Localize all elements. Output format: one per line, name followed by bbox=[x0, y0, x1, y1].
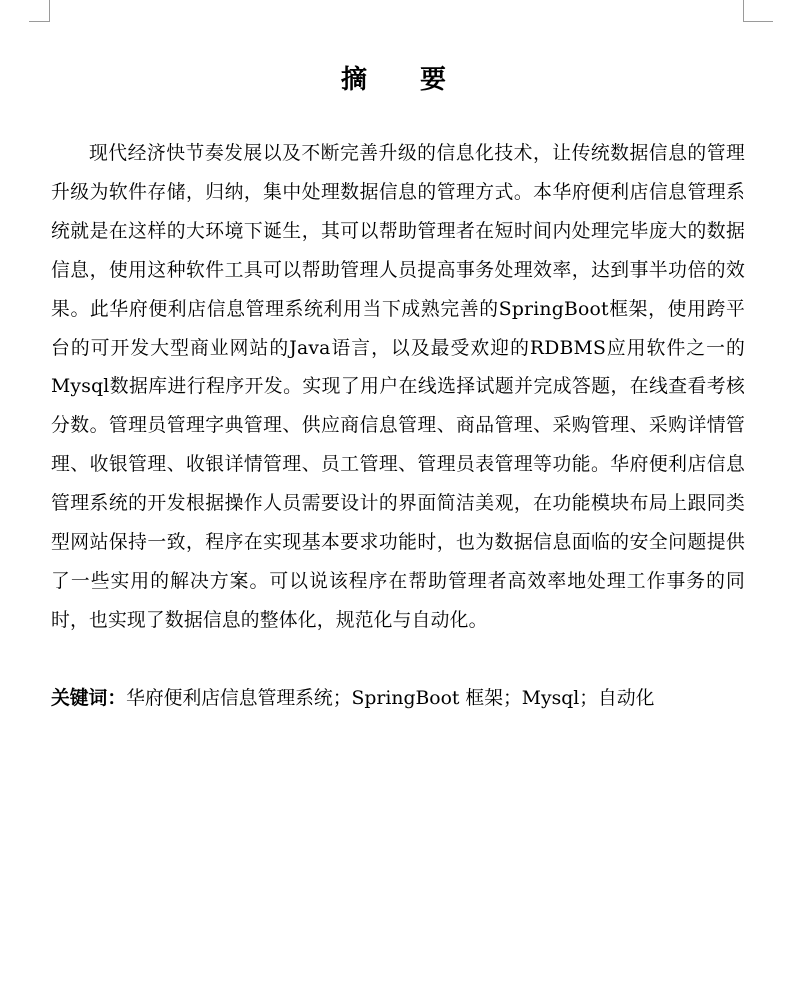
keywords-line bbox=[51, 680, 745, 717]
keywords-value: 华府便利店信息管理系统；SpringBoot 框架；Mysql；自动化 bbox=[126, 688, 655, 709]
page-title: 摘 要 bbox=[340, 65, 469, 95]
corner-mark-top-left-vertical bbox=[49, 0, 50, 21]
corner-mark-top-right-vertical bbox=[743, 0, 744, 21]
abstract-paragraph: 现代经济快节奏发展以及不断完善升级的信息化技术，让传统数据信息的管理升级为软件存储，归纳，集中处理数据信息的管理方式。本华府便利店信息管理系统就是在这样的大环境下诞生，其可以帮助管理者在短时间内处理完毕庞大的数据信息，使用这种软件工具可以帮助管理人员提高事务处理效率，达到事半功倍的效果。此华府便利店信息管理系统利用当下成熟完善的SpringBoot框架，使用跨平台的可开发大型商业网站的Java语言，以及最受欢迎的RDBMS应用软件之一的Mysql数据库进行程序开发。实现了用户在线选择试题并完成答题，在线查看考核分数。管理员管理字典管理、供应商信息管理、商品管理、采购管理、采购详情管理、收银管理、收银详情管理、员工管理、管理员表管理等功能。华府便利店信息管理系统的开发根据操作人员需要设计的界面简洁美观，在功能模块布局上跟同类型网站保持一致，程序在实现基本要求功能时，也为数据信息面临的安全问题提供了一些实用的解决方案。可以说该程序在帮助管理者高效率地处理工作事务的同时，也实现了数据信息的整体化，规范化与自动化。 bbox=[51, 143, 745, 631]
corner-mark-top-left-horizontal bbox=[29, 21, 50, 22]
keywords-label: 关键词： bbox=[51, 687, 127, 709]
corner-mark-top-right-horizontal bbox=[743, 21, 773, 22]
